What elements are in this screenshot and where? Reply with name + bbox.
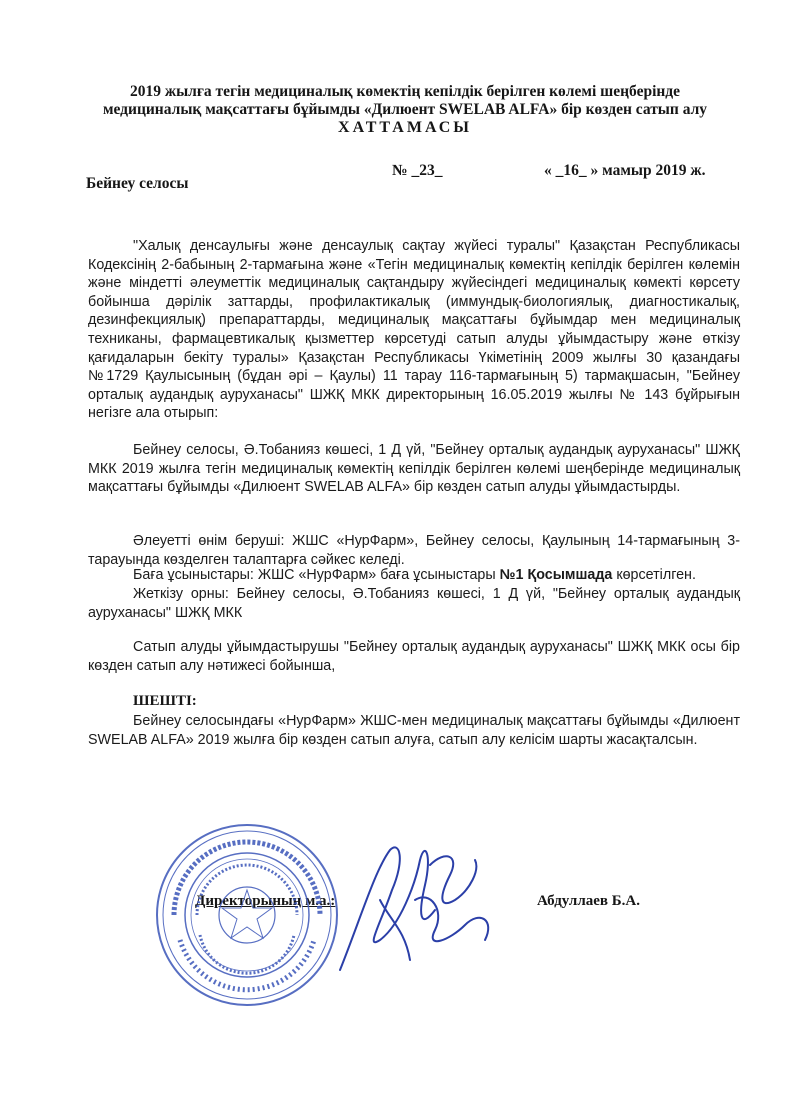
price-text-end: көрсетілген. xyxy=(612,567,696,583)
official-seal xyxy=(152,820,342,1010)
price-text: Баға ұсыныстары: ЖШС «НурФарм» баға ұсыныстары xyxy=(133,567,500,583)
paragraph-supplier: Әлеуетті өнім беруші: ЖШС «НурФарм», Бейнеу селосы, Қаулының 14-тармағының 3-тарауында көзделген талаптарға сәйкес келеді. xyxy=(88,533,740,568)
paragraph-price xyxy=(133,566,753,585)
paragraph-decision: Бейнеу селосындағы «НурФарм» ЖШС-мен медициналық мақсаттағы бұйымды «Дилюент SWELAB ALFA» 2019 жылға бір көзден сатып алуға, сатып алу келісім шарты жасақталсын. xyxy=(88,713,740,748)
signatory-role: Директорының м.а.: xyxy=(195,893,336,909)
title-line-3: ХАТТАМАСЫ xyxy=(338,119,472,136)
paragraph-organizer: Сатып алуды ұйымдастырушы "Бейнеу орталық аудандық ауруханасы" ШЖҚ МКК осы бір көзден сатып алу нәтижесі бойынша, xyxy=(88,639,740,674)
paragraph-basis: "Халық денсаулығы және денсаулық сақтау жүйесі туралы" Қазақстан Республикасы Кодексінің 2-бабының 2-тармағына және «Тегін медициналық көмектің кепілдік берілген көлемін және міндетті әлеуметтік медициналық сақтандыру жүйесіндегі медициналық көмекті көрсету бойынша дәрілік заттарды, профилактикалық (иммундық-биологиялық, диагностикалық, дезинфекциялық) препараттарды, медициналық мақсаттағы бұйымдар мен медициналық техниканы, фармацевтикалық қызметтер көрсетуді сатып алуды ұйымдастыру және өткізу қағидаларын бекіту туралы» Қазақстан Республикасы Үкіметінің 2009 жылғы 30 қазандағы №1729 Қаулысының (бұдан әрі – Қаулы) 11 тарау 116-тармағының 5) тармақшасын, "Бейнеу орталық аудандық ауруханасы" ШЖҚ МКК директорының 16.05.2019 жылғы № 143 бұйрығын негізге ала отырып: xyxy=(88,238,740,422)
paragraph-delivery: Жеткізу орны: Бейнеу селосы, Ә.Тобанияз көшесі, 1 Д үй, "Бейнеу орталық аудандық ауруханасы" ШЖҚ МКК xyxy=(88,586,740,621)
title-line-1: 2019 жылға тегін медициналық көмектің кепілдік берілген көлемі шеңберінде xyxy=(129,83,681,100)
appendix-ref: №1 Қосымшада xyxy=(499,567,613,583)
handwritten-signature xyxy=(320,830,510,980)
protocol-number: № _23_ xyxy=(392,162,443,179)
title-line-2: медициналық мақсаттағы бұйымды «Дилюент SWELAB ALFA» бір көзден сатып алу xyxy=(102,101,708,118)
decision-heading: ШЕШТІ: xyxy=(133,693,197,709)
signatory-name: Абдуллаев Б.А. xyxy=(537,893,641,909)
paragraph-organization: Бейнеу селосы, Ә.Тобанияз көшесі, 1 Д үй, "Бейнеу орталық аудандық ауруханасы" ШЖҚ МКК 2019 жылға тегін медициналық көмектің кепілдік берілген көлемі шеңберінде медициналық мақсаттағы бұйымды «Дилюент SWELAB ALFA» бір көзден сатып алуды ұйымдастырды. xyxy=(88,442,740,496)
protocol-date: « _16_ » мамыр 2019 ж. xyxy=(544,162,706,179)
place: Бейнеу селосы xyxy=(86,175,189,192)
